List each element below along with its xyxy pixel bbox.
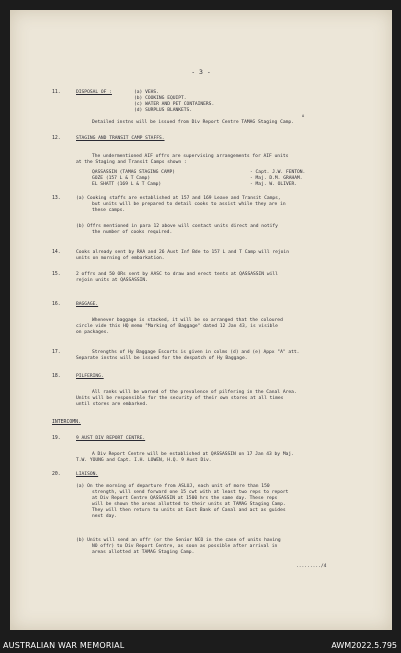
camp-name: QASSASSIN (TAMAG STAGING CAMP): [92, 170, 175, 175]
archive-footer: [0, 638, 401, 653]
officer-name: - Capt. J.W. FENTON.: [250, 170, 306, 175]
paragraph-text: T.W. YOUNG and Capt. I.H. LOWEN, H.Q. 9 Aust Div.: [76, 458, 212, 463]
section-heading: STAGING AND TRANSIT CAMP STAFFS.: [76, 136, 165, 141]
paragraph-text: The undermentioned AIF offrs are supervising arrangements for AIF units: [92, 154, 289, 159]
para-number: 19.: [52, 436, 61, 441]
para-number: 17.: [52, 350, 61, 355]
list-item: (d) SURPLUS BLANKETS.: [134, 108, 193, 113]
paragraph-text: Cooks already sent by RAA and 26 Aust Inf Bde to 157 L and T Camp will rejoin: [76, 250, 289, 255]
paragraph-text: will be shown the areas allotted to their units at TAMAG Staging Camp.: [92, 502, 286, 507]
para-number: 12.: [52, 136, 61, 141]
footer-institution: AUSTRALIAN WAR MEMORIAL: [3, 641, 125, 650]
paragraph-text: (b) Offrs mentioned in para 12 above will contact units direct and notify: [76, 224, 278, 229]
paragraph-text: at Div Report Centre QASSASSIN at 1500 hrs the same day. These reps: [92, 496, 278, 501]
list-item: (c) WATER AND PET CONTAINERS.: [134, 102, 215, 107]
para-number: 18.: [52, 374, 61, 379]
paragraph-text: circle vide this HQ memo "Marking of Baggage" dated 12 Jan 43, is visible: [76, 324, 278, 329]
paragraph-text: Units will be responsible for the security of their own stores at all times: [76, 396, 284, 401]
section-heading: PILFERING.: [76, 374, 104, 379]
continuation-marker: ........./4: [296, 564, 327, 569]
paragraph-text: (a) On the morning of departure from ASLUJ, each unit of more than 150: [76, 484, 270, 489]
document-page: [10, 10, 392, 630]
paragraph-text: 2 offrs and 50 ORs sent by AASC to draw and erect tents at QASSASSIN will: [76, 272, 278, 277]
footer-catalogue-number: AWM2022.5.795: [331, 641, 397, 650]
page-number: - 3 -: [191, 68, 211, 76]
officer-name: - Maj. D.M. GRAHAM.: [250, 176, 303, 181]
paragraph-text: areas allotted at TAMAG Staging Camp.: [92, 550, 195, 555]
section-heading: 9 AUST DIV REPORT CENTRE.: [76, 436, 146, 441]
paragraph-text: the number of cooks required.: [92, 230, 173, 235]
section-heading: LIAISON.: [76, 472, 99, 477]
paragraph-text: They will then return to units at East Bank of Canal and act as guides: [92, 508, 286, 513]
section-heading: INTERCOMN.: [52, 420, 81, 425]
paragraph-text: on packages.: [76, 330, 110, 335]
paragraph-text: Whenever baggage is stacked, it will be so arranged that the coloured: [92, 318, 283, 323]
paragraph-text: (a) Cooking staffs are established at 157 and 169 Leave and Transit Camps,: [76, 196, 281, 201]
paragraph-text: until stores are embarked.: [76, 402, 148, 407]
para-number: 15.: [52, 272, 61, 277]
paragraph-text: rejoin units at QASSASSIN.: [76, 278, 148, 283]
paragraph-text: next day.: [92, 514, 117, 519]
paragraph-text: these camps.: [92, 208, 126, 213]
officer-name: - Maj. W. OLIVER.: [250, 182, 298, 187]
paragraph-text: Detailed instns will be issued from Div Report Centre TAMAG Staging Camp.: [92, 120, 294, 125]
list-item: (a) VEHS.: [134, 90, 159, 95]
camp-name: EL SHATT (169 L & T Camp): [92, 182, 162, 187]
paragraph-text: strength, will send forward one 15 cwt with at least two reps to report: [92, 490, 289, 495]
paragraph-text: A Div Report Centre will be established at QASSASSIN on 17 Jan 43 by Maj.: [92, 452, 294, 457]
paragraph-text: All ranks will be warned of the prevalence of pilfering in the Canal Area.: [92, 390, 297, 395]
para-number: 20.: [52, 472, 61, 477]
para-number: 16.: [52, 302, 61, 307]
handwritten-annotation: A: [302, 114, 305, 118]
section-heading: BAGGAGE.: [76, 302, 99, 307]
list-item: (b) COOKING EQUIPT.: [134, 96, 187, 101]
para-number: 14.: [52, 250, 61, 255]
para-number: 13.: [52, 196, 61, 201]
camp-name: GOZE (157 L & T Camp): [92, 176, 151, 181]
paragraph-text: at the Staging and Transit Camps shown :: [76, 160, 187, 165]
paragraph-text: Separate instns will be issued for the despatch of Hy Baggage.: [76, 356, 248, 361]
paragraph-text: NO offr) to Div Report Centre, as soon as possible after arrival in: [92, 544, 278, 549]
para-number: 11.: [52, 90, 61, 95]
paragraph-text: units on morning of embarkation.: [76, 256, 165, 261]
paragraph-text: Strengths of Hy Baggage Escorts is given in colms (d) and (e) Appx "A" att.: [92, 350, 300, 355]
paragraph-text: but units will be prepared to detail cooks to assist while they are in: [92, 202, 286, 207]
paragraph-text: (b) Units will send an offr (or the Senior NCO in the case of units having: [76, 538, 281, 543]
section-heading: DISPOSAL OF :: [76, 90, 112, 95]
